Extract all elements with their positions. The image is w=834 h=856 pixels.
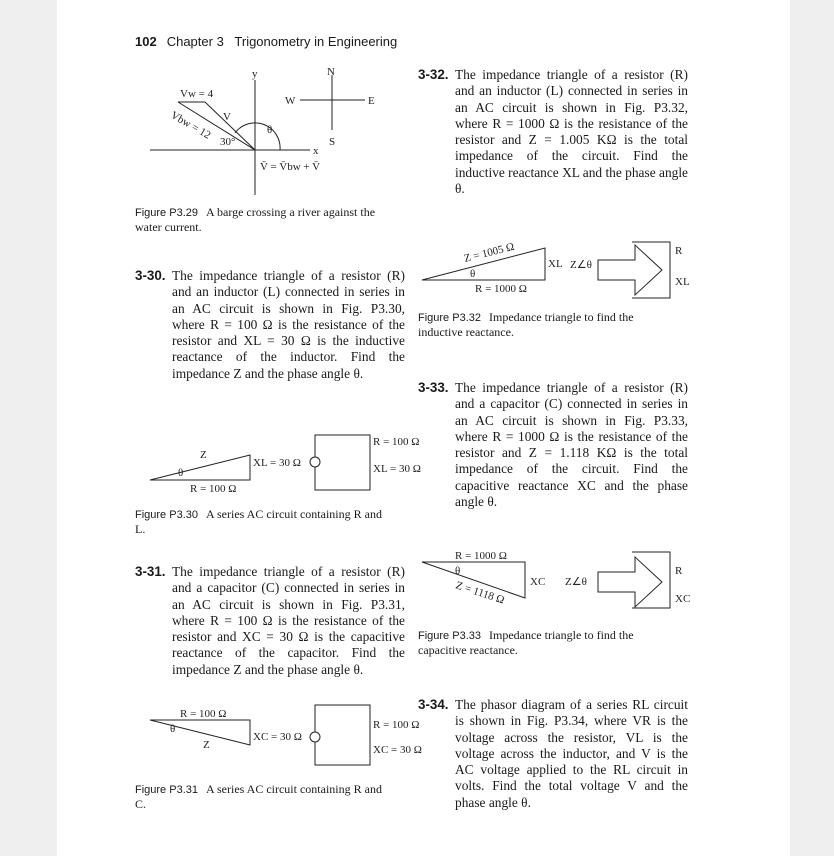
inductor-label: XL — [675, 276, 690, 288]
figure-label: Figure P3.32 — [418, 312, 481, 324]
z-angle-label: Z∠θ — [565, 576, 587, 588]
vector-equation: V̄ = V̄bw + V̄ — [260, 161, 321, 173]
y-axis-label: y — [252, 68, 258, 80]
problem-number: 3-30. — [135, 268, 166, 283]
xl-label: XL = 30 Ω — [253, 457, 301, 469]
problem-number: 3-33. — [418, 380, 449, 395]
caption-text: A series AC circuit containing R and L. — [135, 507, 382, 536]
figure-label: Figure P3.31 — [135, 784, 198, 796]
problem-3-33 — [418, 380, 688, 510]
problem-3-32 — [418, 67, 688, 197]
figure-p3-29 — [135, 65, 405, 200]
z-label: Z — [200, 449, 207, 461]
problem-text: The impedance triangle of a resistor (R) and an inductor (L) connected in series in an AC circuit is shown in Fig. P3.30, where R = 100 Ω is the resistance of the resistor and XL = 30 Ω is the inductive reactance of the inductor. Find the impedance Z and the phase angle θ. — [172, 268, 405, 381]
figure-caption — [135, 782, 395, 811]
resistor-label: R — [675, 245, 683, 257]
r-label: R = 1000 Ω — [455, 550, 507, 562]
capacitor-label: XC — [675, 593, 691, 605]
resistor-label: R = 100 Ω — [373, 719, 420, 731]
xl-label: XL — [548, 258, 563, 270]
theta-label: θ — [178, 467, 184, 479]
problem-3-30 — [135, 268, 405, 382]
page-header — [135, 34, 397, 49]
figure-p3-33 — [420, 550, 690, 610]
caption-text: Impedance triangle to find the capacitive reactance. — [418, 628, 634, 657]
east-label: E — [368, 95, 375, 107]
resistor-label: R = 100 Ω — [373, 436, 420, 448]
problem-3-34 — [418, 697, 688, 811]
theta-label: θ — [470, 268, 476, 280]
chapter-label: Chapter 3 — [166, 34, 224, 49]
z-label: Z = 1005 Ω — [462, 240, 516, 265]
capacitor-label: XC = 30 Ω — [373, 744, 422, 756]
south-label: S — [329, 136, 336, 148]
theta-label: θ — [267, 124, 273, 136]
figure-caption — [418, 310, 678, 339]
xc-label: XC — [530, 576, 546, 588]
r-label: R = 100 Ω — [190, 483, 237, 495]
caption-text: Impedance triangle to find the inductive reactance. — [418, 310, 634, 339]
theta-label: θ — [170, 723, 176, 735]
caption-text: A barge crossing a river against the water current. — [135, 205, 376, 234]
problem-text: The impedance triangle of a resistor (R) and a capacitor (C) connected in series in an AC circuit is shown in Fig. P3.31, where R = 100 Ω is the resistance of the resistor and XC = 30 Ω is the capacitive reactance of the capacitor. Find the impedance Z and the phase angle θ. — [172, 564, 405, 677]
figure-p3-30 — [145, 420, 425, 495]
z-label: Z — [203, 739, 210, 751]
vw-label: Vw = 4 — [180, 88, 214, 100]
resistor-label: R — [675, 565, 683, 577]
angle-label: 30° — [220, 136, 236, 148]
figure-p3-31 — [145, 705, 425, 775]
problem-text: The phasor diagram of a series RL circuit is shown in Fig. P3.34, where VR is the voltage across the resistor, VL is the voltage across the inductor, and V is the AC voltage applied to the RL circuit in volts. Find the total voltage V and the phase angle θ. — [455, 697, 688, 810]
problem-text: The impedance triangle of a resistor (R) and an inductor (L) connected in series in an AC circuit is shown in Fig. P3.32, where R = 1000 Ω is the resistance of the resistor and Z = 1.005 KΩ is the total impedance of the circuit. Find the inductive reactance XL and the phase angle θ. — [455, 67, 688, 197]
figure-caption — [418, 628, 678, 657]
xc-label: XC = 30 Ω — [253, 731, 302, 743]
v-label: V — [223, 111, 231, 123]
problem-3-31 — [135, 564, 405, 678]
z-angle-label: Z∠θ — [570, 259, 592, 271]
problem-number: 3-34. — [418, 697, 449, 712]
problem-text: The impedance triangle of a resistor (R) and a capacitor (C) connected in series in an AC circuit is shown in Fig. P3.33, where R = 1000 Ω is the resistance of the resistor and Z = 1.118 KΩ is the total impedance of the circuit. Find the capacitive reactance XC and the phase angle θ. — [455, 380, 688, 510]
r-label: R = 100 Ω — [180, 708, 227, 720]
figure-p3-32 — [420, 240, 690, 300]
theta-label: θ — [455, 565, 461, 577]
chapter-title: Trigonometry in Engineering — [234, 34, 398, 49]
vbw-label: Vbw = 12 — [168, 109, 213, 142]
figure-label: Figure P3.33 — [418, 630, 481, 642]
west-label: W — [285, 95, 296, 107]
inductor-label: XL = 30 Ω — [373, 463, 421, 475]
z-label: Z = 1118 Ω — [454, 579, 506, 607]
caption-text: A series AC circuit containing R and C. — [135, 782, 382, 811]
figure-label: Figure P3.29 — [135, 207, 198, 219]
problem-number: 3-32. — [418, 67, 449, 82]
r-label: R = 1000 Ω — [475, 283, 527, 295]
page-number: 102 — [135, 34, 157, 49]
north-label: N — [327, 66, 335, 78]
figure-label: Figure P3.30 — [135, 509, 198, 521]
figure-caption — [135, 507, 395, 536]
problem-number: 3-31. — [135, 564, 166, 579]
x-axis-label: x — [313, 145, 319, 157]
figure-caption — [135, 205, 395, 234]
